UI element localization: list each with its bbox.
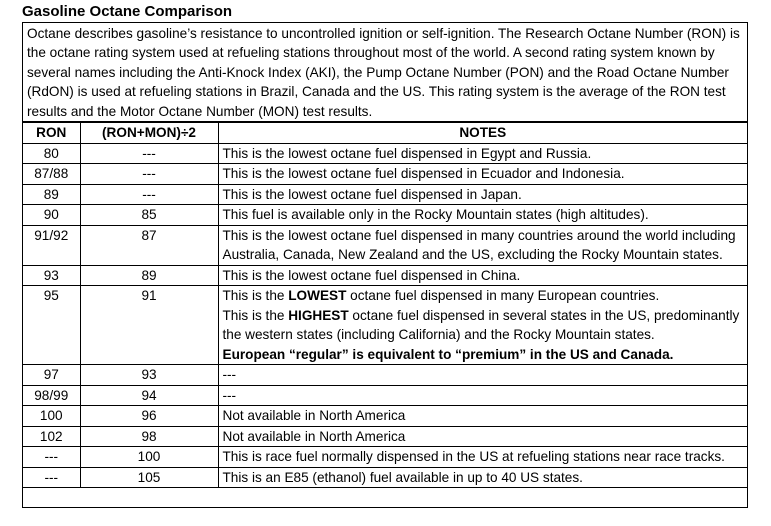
- ron-mon-average-cell: 91: [80, 286, 218, 365]
- octane-comparison-box: [22, 22, 748, 508]
- octane-table: [23, 123, 747, 488]
- note-line: Not available in North America: [222, 408, 406, 423]
- table-row: [23, 385, 747, 406]
- note-line: This is the lowest octane fuel dispensed in China.: [222, 267, 521, 283]
- table-row: [23, 164, 747, 185]
- note-line: This is the HIGHEST octane fuel dispensed in several states in the US, predominantly the western states (including California) and the Rocky Mountain states.: [222, 307, 740, 342]
- notes-cell: [218, 205, 747, 226]
- notes-cell: [218, 467, 747, 488]
- notes-cell: [218, 143, 747, 164]
- table-row: [23, 365, 747, 386]
- intro-paragraph: Octane describes gasoline’s resistance to uncontrolled ignition or self-ignition. The Research Octane Number (RON) is the octane rating system used at refueling stations throughout most of the world. A second rating system known by several names including the Anti-Knock Index (AKI), the Pump Octane Number (PON) and the Road Octane Number (RdON) is used at refueling stations in Brazil, Canada and the US. This rating system is the average of the RON test results and the Motor Octane Number (MON) test results.: [23, 23, 747, 123]
- table-row: [23, 406, 747, 427]
- notes-cell: [218, 447, 747, 468]
- ron-cell: ---: [23, 467, 80, 488]
- document-title: Gasoline Octane Comparison: [22, 3, 233, 20]
- notes-cell: [218, 406, 747, 427]
- table-row: [23, 265, 747, 286]
- header-ron-mon-average: (RON+MON)÷2: [80, 123, 218, 143]
- header-ron: RON: [23, 123, 80, 143]
- table-row: [23, 184, 747, 205]
- notes-cell: [218, 365, 747, 386]
- ron-cell: 93: [23, 265, 80, 286]
- ron-cell: 90: [23, 205, 80, 226]
- ron-cell: 80: [23, 143, 80, 164]
- note-line: ---: [222, 367, 237, 382]
- ron-cell: 91/92: [23, 225, 80, 265]
- note-line: Not available in North America: [222, 428, 406, 444]
- ron-mon-average-cell: 100: [80, 447, 218, 468]
- note-line: This is the lowest octane fuel dispensed in Egypt and Russia.: [222, 145, 592, 161]
- note-line: This is the lowest octane fuel dispensed in Japan.: [222, 186, 522, 202]
- ron-mon-average-cell: 105: [80, 467, 218, 488]
- ron-mon-average-cell: ---: [80, 184, 218, 205]
- emphasis-text: HIGHEST: [288, 307, 349, 323]
- notes-cell: [218, 265, 747, 286]
- note-line: This is race fuel normally dispensed in the US at refueling stations near race tracks.: [222, 449, 725, 464]
- table-row: [23, 143, 747, 164]
- ron-mon-average-cell: 89: [80, 265, 218, 286]
- note-line: This is an E85 (ethanol) fuel available in up to 40 US states.: [222, 469, 583, 485]
- ron-cell: 95: [23, 286, 80, 365]
- ron-cell: 97: [23, 365, 80, 386]
- note-line: This is the lowest octane fuel dispensed in many countries around the world including Australia, Canada, New Zealand and the US, excluding the Rocky Mountain states.: [222, 227, 736, 262]
- header-notes: NOTES: [218, 123, 747, 143]
- ron-cell: 89: [23, 184, 80, 205]
- ron-mon-average-cell: 93: [80, 365, 218, 386]
- table-header-row: [23, 123, 747, 143]
- note-line: This fuel is available only in the Rocky Mountain states (high altitudes).: [222, 207, 649, 222]
- note-line: [223, 345, 744, 365]
- ron-cell: ---: [23, 447, 80, 468]
- ron-cell: 87/88: [23, 164, 80, 185]
- notes-cell: [218, 164, 747, 185]
- ron-mon-average-cell: 94: [80, 385, 218, 406]
- ron-mon-average-cell: ---: [80, 164, 218, 185]
- table-row: [23, 467, 747, 488]
- ron-cell: 98/99: [23, 385, 80, 406]
- note-line: This is the lowest octane fuel dispensed in Ecuador and Indonesia.: [222, 166, 625, 181]
- ron-cell: 100: [23, 406, 80, 427]
- emphasis-text: LOWEST: [288, 288, 347, 303]
- ron-mon-average-cell: 85: [80, 205, 218, 226]
- table-row: [23, 205, 747, 226]
- table-row: [23, 426, 747, 447]
- table-row: [23, 286, 747, 365]
- notes-cell: [218, 426, 747, 447]
- ron-mon-average-cell: 96: [80, 406, 218, 427]
- table-row: [23, 225, 747, 265]
- ron-mon-average-cell: ---: [80, 143, 218, 164]
- notes-cell: [218, 225, 747, 265]
- notes-cell: [218, 385, 747, 406]
- ron-mon-average-cell: 87: [80, 225, 218, 265]
- notes-cell: [218, 286, 747, 365]
- table-body: [23, 143, 747, 488]
- notes-cell: [218, 184, 747, 205]
- note-line: This is the LOWEST octane fuel dispensed in many European countries.: [222, 288, 660, 303]
- ron-mon-average-cell: 98: [80, 426, 218, 447]
- table-row: [23, 447, 747, 468]
- emphasis-text: European “regular” is equivalent to “premium” in the US and Canada.: [222, 346, 674, 362]
- ron-cell: 102: [23, 426, 80, 447]
- note-line: ---: [222, 387, 237, 403]
